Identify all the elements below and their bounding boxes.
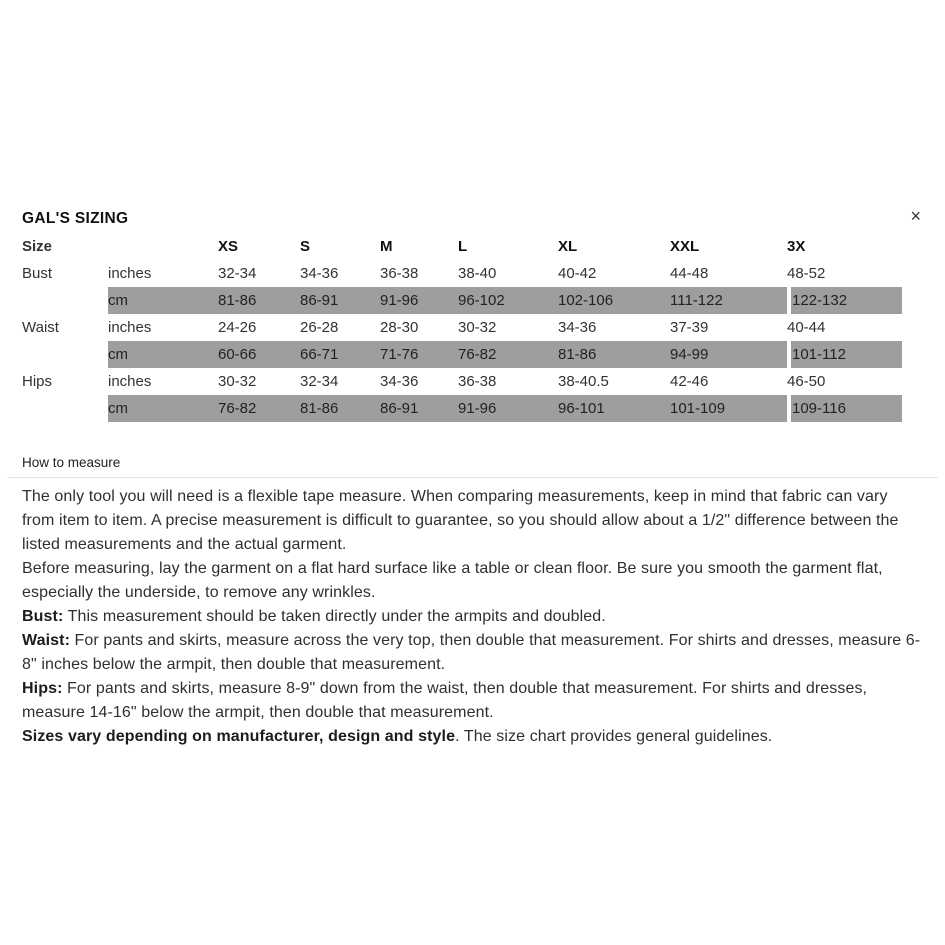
table-row [22,395,925,422]
column-header-2: M [380,238,393,255]
column-header-5: XXL [670,238,700,255]
size-header: Size [22,238,53,255]
row-label [22,341,108,368]
unit-label: cm [108,395,218,422]
table-row [22,287,925,314]
size-cell: 40-42 [558,265,597,282]
row-label: Waist [22,319,59,336]
unit-header-spacer [108,233,218,260]
how-to-measure-heading: How to measure [22,455,121,470]
column-header-3: L [458,238,468,255]
measure-text: Before measuring, lay the garment on a flat hard surface like a table or clean floor. Be sure you smooth the garment flat, especially the underside, to remove any wrinkles. [22,560,883,601]
size-cell: 24-26 [218,319,257,336]
row-label: Hips [22,373,53,390]
measure-text: For pants and skirts, measure across the very top, then double that measurement. For shirts and dresses, measure 6-8" inches below the armpit, then double that measurement. [22,632,921,673]
close-icon[interactable]: × [910,206,921,226]
size-cell: 81-86 [218,287,300,314]
size-cell: 28-30 [380,319,419,336]
size-cell: 34-36 [558,319,597,336]
measure-paragraph [22,485,924,557]
unit-label: cm [108,287,218,314]
unit-label: inches [108,373,152,390]
size-cell: 101-109 [670,395,787,422]
size-cell: 91-96 [458,395,558,422]
column-header-0: XS [218,238,239,255]
unit-label: inches [108,265,152,282]
how-to-measure-text [22,485,924,749]
measure-paragraph [22,557,924,605]
size-cell: 34-36 [300,265,339,282]
size-cell: 30-32 [218,373,257,390]
column-header-1: S [300,238,311,255]
size-cell: 86-91 [380,395,458,422]
section-divider [7,477,938,478]
table-row [22,314,925,341]
size-cell: 96-102 [458,287,558,314]
size-cell: 101-112 [787,341,902,368]
measure-paragraph [22,677,924,725]
size-cell: 102-106 [558,287,670,314]
measure-term: Hips: [22,680,63,697]
size-cell: 38-40.5 [558,373,609,390]
row-label [22,395,108,422]
unit-label: inches [108,319,152,336]
size-cell: 94-99 [670,341,787,368]
measure-paragraph [22,629,924,677]
unit-label: cm [108,341,218,368]
size-cell: 32-34 [300,373,339,390]
measure-text: For pants and skirts, measure 8-9" down from the waist, then double that measurement. For shirts and dresses, measure 14-16" below the armpit, then double that measurement. [22,680,868,721]
size-cell: 26-28 [300,319,339,336]
size-cell: 81-86 [300,395,380,422]
column-header-6: 3X [787,238,806,255]
size-cell: 66-71 [300,341,380,368]
size-cell: 42-46 [670,373,709,390]
size-cell: 46-50 [787,373,826,390]
size-cell: 76-82 [218,395,300,422]
size-cell: 48-52 [787,265,826,282]
size-cell: 86-91 [300,287,380,314]
size-cell: 37-39 [670,319,709,336]
table-row [22,260,925,287]
measure-paragraph [22,605,924,629]
measure-text: The only tool you will need is a flexible tape measure. When comparing measurements, keep in mind that fabric can vary from item to item. A precise measurement is difficult to guarantee, so you should allow about a 1/2" difference between the listed measurements and the actual garment. [22,488,899,553]
size-cell: 32-34 [218,265,257,282]
size-cell: 71-76 [380,341,458,368]
column-header-4: XL [558,238,578,255]
measure-term: Waist: [22,632,71,649]
size-cell: 96-101 [558,395,670,422]
size-cell: 38-40 [458,265,497,282]
size-cell: 81-86 [558,341,670,368]
measure-term: Bust: [22,608,64,625]
sizing-table [22,233,925,422]
size-cell: 60-66 [218,341,300,368]
measure-paragraph [22,725,924,749]
size-cell: 76-82 [458,341,558,368]
page-title: GAL'S SIZING [22,210,129,227]
size-cell: 40-44 [787,319,826,336]
size-cell: 44-48 [670,265,709,282]
size-cell: 34-36 [380,373,419,390]
measure-text: This measurement should be taken directly under the armpits and doubled. [63,608,606,625]
row-label: Bust [22,265,53,282]
size-cell: 36-38 [380,265,419,282]
size-cell: 30-32 [458,319,497,336]
measure-term: Sizes vary depending on manufacturer, design and style [22,728,456,745]
table-row [22,368,925,395]
table-row [22,341,925,368]
size-cell: 36-38 [458,373,497,390]
measure-text: . The size chart provides general guidelines. [455,728,773,745]
size-cell: 91-96 [380,287,458,314]
size-cell: 109-116 [787,395,902,422]
size-cell: 111-122 [670,287,787,314]
size-cell: 122-132 [787,287,902,314]
table-header-row [22,233,925,260]
row-label [22,287,108,314]
